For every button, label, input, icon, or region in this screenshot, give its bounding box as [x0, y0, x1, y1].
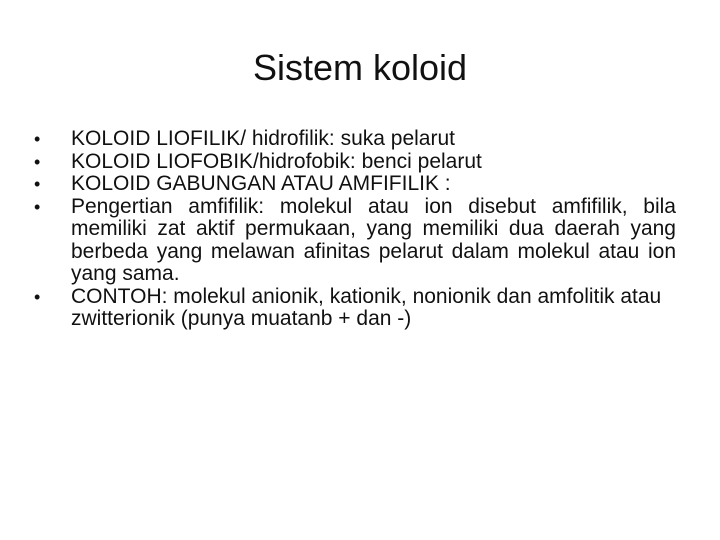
bullet-dot-icon: •	[34, 286, 41, 307]
bullet-list	[34, 128, 676, 331]
bullet-text: KOLOID LIOFILIK/ hidrofilik: suka pelarut	[71, 127, 455, 150]
bullet-item-contoh	[34, 286, 676, 331]
bullet-item-liofobik	[34, 151, 676, 174]
slide-title: Sistem koloid	[252, 47, 468, 88]
bullet-dot-icon: •	[34, 129, 41, 149]
bullet-text: KOLOID LIOFOBIK/hidrofobik: benci pelarut	[71, 149, 482, 173]
bullet-dot-icon: •	[34, 196, 41, 217]
bullet-dot-icon: •	[34, 174, 41, 194]
bullet-item-pengertian	[34, 196, 676, 286]
bullet-text: KOLOID GABUNGAN ATAU AMFIFILIK :	[71, 172, 451, 195]
bullet-text: CONTOH: molekul anionik, kationik, nonionik dan amfolitik atau zwitterionik (punya muatanb + dan -)	[71, 284, 662, 330]
bullet-item-gabungan	[34, 173, 676, 196]
bullet-item-liofilik	[34, 128, 676, 151]
bullet-text: Pengertian amfifilik: molekul atau ion disebut amfifilik, bila memiliki zat aktif permukaan, yang memiliki dua daerah yang berbeda yang melawan afinitas pelarut dalam molekul atau ion yang sama.	[71, 194, 676, 285]
bullet-dot-icon: •	[34, 151, 41, 172]
